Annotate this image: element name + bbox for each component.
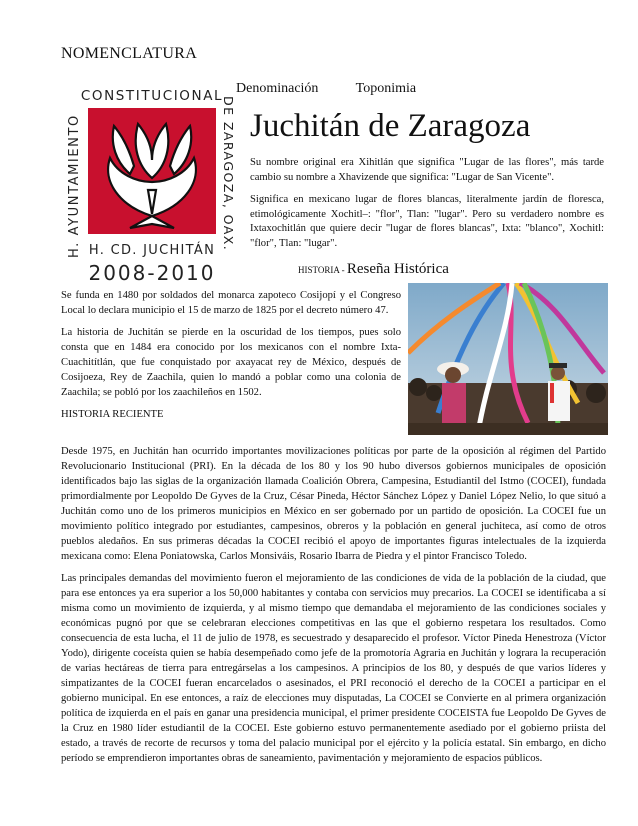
logo-right-text: DE ZARAGOZA, OAX. [221, 96, 236, 252]
historia-big: Reseña Histórica [346, 261, 449, 277]
history-paragraph-4: Las principales demandas del movimiento fueron el mejoramiento de las condiciones de vida de la población de la ciudad, que para ese entonces ya era superior a los 50,000 habitantes y contaba con servicios muy precarios. La COCEI se identificaba a sí misma como un movimiento de izquierda, y al mismo tiempo que demandaba el mejoramiento de las condiciones sociales y económicas pugnó por que se celebraran elecciones competitivas en las que el gobierno respetara los resultados. Como consecuencia de esta lucha, el 11 de julio de 1978, es secuestrado y desaparecido el profesor. Víctor Pineda Henestroza (Víctor Yodo), dirigente coceísta quien se había desempeñado como jefe de la promotoría Agraria en Juchitán y lograra la recuperación de varias hectáreas de tierra para entregárselas a los campesinos. A principios de los 80, y después de que varios líderes y simpatizantes de la COCEI fueran encarcelados o asesinados, el PRI reconoció el derecho de la COCEI a participar en el gobierno municipal. En ese entonces, a raíz de elecciones muy disputadas, La COCEI se Convierte en al primera organización política de izquierda en el país en ganar una presidencia municipal, el primer presidente COCEISTA fue Leopoldo De Gyves de la Cruz en 1980 líder estudiantil de la COCEI. Este gobierno estuvo permanentemente asediado por el gobierno priista del estado, a través de recorte de recursos y toma del palacio municipal por el ejército y la policía estatal. Sin embargo, en dicho período se emprendieron importantes obras de saneamiento, pavimentación y mejoramiento de espacios públicos. [61, 573, 606, 764]
festival-photo [408, 283, 608, 435]
logo-left-text: H. AYUNTAMIENTO [67, 114, 82, 258]
logo-years: 2008-2010 [88, 261, 216, 285]
logo-top-text: CONSTITUCIONAL [80, 88, 224, 104]
history-full-width [61, 444, 606, 773]
history-paragraph-2: La historia de Juchitán se pierde en la oscuridad de los tiempos, pues solo consta que en 1484 era conocido por los mexicanos con el nombre Ixta-Cuachitítlán, que fue conquistado por axayacat rey de México, después de Cosijoeza, Rey de Zaachila, quien lo mandó a poblar como una colonia de Zaachila; se pobló por los zaachileños en 1502. [61, 327, 401, 398]
history-paragraph-3: Desde 1975, en Juchitán han ocurrido importantes movilizaciones políticas por parte de la oposición al régimen del Partido Revolucionario Institucional (PRI). En la década de los 80 y los 90 hubo diversos gobiernos municipales de oposición identificados bajo las siglas de la organización llamada Coalición Obrera, Campesina, Estudiantil del Istmo (COCEI), fundada primordialmente por Leopoldo De Gyves de la Cruz, César Pineda, Héctor Sánchez López y Daniel López Nelio, lo que situó a Juchitán como uno de los primeros municipios en México en ser gobernado por un partido de oposición. La COCEI fue un movimiento político integrado por estudiantes, campesinos, obreros y la población en general juchiteca, así como de otros pueblos aledaños. En sus primeras décadas la COCEI recibió el apoyo de importantes figuras intelectuales de la izquierda mexicana como: Elena Poniatowska, Carlos Monsiváis, Rosario Ibarra de Piedra y el pintor Francisco Toledo. [61, 446, 606, 562]
header-labels [236, 81, 450, 97]
history-paragraph-1: Se funda en 1480 por soldados del monarca zapoteco Cosijopí y el Congreso Local lo declara municipio el 15 de marzo de 1825 por el decreto número 47. [61, 290, 401, 316]
page-title: Juchitán de Zaragoza [250, 108, 531, 144]
historia-heading [298, 261, 449, 278]
historia-reciente-heading: HISTORIA RECIENTE [61, 409, 164, 420]
municipal-logo [58, 78, 242, 290]
history-left-column [61, 288, 401, 429]
logo-bottom-text: H. CD. JUCHITÁN [88, 243, 216, 258]
label-denominacion: Denominación [236, 81, 319, 96]
intro-paragraph-1: Su nombre original era Xihitlán que significa "Lugar de las flores", más tarde cambio su nombre a Xhavizende que significa: "Lugar de San Vicente". [250, 157, 604, 183]
label-toponimia: Toponimia [355, 81, 417, 96]
intro-paragraph-2: Significa en mexicano lugar de flores blancas, literalmente jardín de floresca, etimológicamente Xochitl–: "flor", Tlan: "lugar". Pero su verdadero nombre es Ixtaxochitlán que quiere decir "lugar de flores blancas", Ixta: "blanco", Xochitl: "flor", Tlan: "lugar". [250, 194, 604, 249]
nomenclatura-heading: NOMENCLATURA [61, 45, 198, 62]
intro-text [250, 156, 604, 260]
historia-small: HISTORIA - [298, 265, 347, 275]
